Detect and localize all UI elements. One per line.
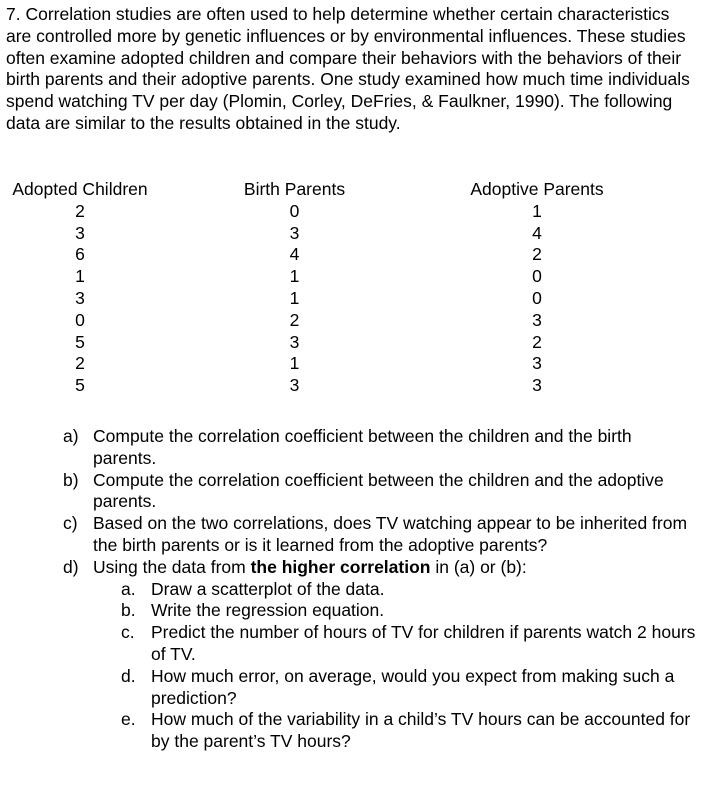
question-a <box>0 426 705 470</box>
subquestion-label: a. <box>121 578 136 599</box>
data-table <box>0 179 705 404</box>
column-adopted-children <box>6 179 154 397</box>
table-cell: 3 <box>289 331 300 352</box>
question-text-before: Using the data from <box>93 556 251 577</box>
question-label: d) <box>63 556 79 577</box>
column-header: Birth Parents <box>243 179 346 199</box>
table-cell: 3 <box>289 375 300 396</box>
subquestion-e <box>0 709 705 753</box>
table-cell: 3 <box>532 375 542 396</box>
table-cell: 2 <box>75 200 85 221</box>
question-c <box>0 513 705 557</box>
subquestion-text: Write the regression equation. <box>151 600 385 621</box>
question-list <box>0 426 705 753</box>
subquestion-a <box>0 579 705 601</box>
subquestion-label: b. <box>121 600 136 621</box>
table-cell: 5 <box>75 331 85 352</box>
table-cell: 4 <box>532 222 542 243</box>
table-cell: 5 <box>75 375 85 396</box>
table-cell: 4 <box>289 244 300 265</box>
table-cell: 1 <box>75 266 85 287</box>
table-cell: 0 <box>532 287 542 308</box>
subquestion-label: c. <box>121 622 135 643</box>
question-label: b) <box>63 469 79 490</box>
subquestion-b <box>0 600 705 622</box>
table-cell: 3 <box>75 222 85 243</box>
table-cell: 6 <box>75 244 85 265</box>
question-text: Based on the two correlations, does TV watching appear to be inherited from the birth parents or is it learned from the adoptive parents? <box>93 513 688 555</box>
question-text: Compute the correlation coefficient between the children and the birth parents. <box>93 426 632 468</box>
table-cell: 2 <box>532 244 542 265</box>
subquestion-text: How much error, on average, would you expect from making such a prediction? <box>151 665 675 708</box>
table-cell: 2 <box>289 309 300 330</box>
table-cell: 1 <box>532 200 542 221</box>
subquestion-text: Predict the number of hours of TV for children if parents watch 2 hours of TV. <box>151 622 696 664</box>
question-b <box>0 470 705 514</box>
table-cell: 0 <box>532 266 542 287</box>
table-cell: 1 <box>289 353 300 374</box>
table-cell: 3 <box>532 353 542 374</box>
question-label: a) <box>63 426 79 446</box>
subquestion-label: e. <box>121 709 136 730</box>
table-cell: 3 <box>532 309 542 330</box>
table-cell: 1 <box>289 287 300 308</box>
column-header: Adoptive Parents <box>470 179 604 199</box>
table-cell: 2 <box>75 353 85 374</box>
column-birth-parents <box>223 179 366 397</box>
table-cell: 0 <box>289 200 300 221</box>
question-label: c) <box>63 513 78 534</box>
question-text-after: in (a) or (b): <box>430 556 527 577</box>
table-cell: 3 <box>75 287 85 308</box>
subquestion-text: How much of the variability in a child’s TV hours can be accounted for by the parent’s TV hours? <box>151 709 691 752</box>
subquestion-c <box>0 622 705 666</box>
question-text: Compute the correlation coefficient between the children and the adoptive parents. <box>93 469 664 512</box>
column-header: Adopted Children <box>12 179 148 199</box>
column-adoptive-parents <box>466 179 608 397</box>
question-d <box>0 557 705 579</box>
subquestion-text: Draw a scatterplot of the data. <box>151 578 385 599</box>
question-text-bold: the higher correlation <box>250 556 431 577</box>
subquestion-d <box>0 666 705 710</box>
table-cell: 0 <box>75 309 85 330</box>
table-cell: 2 <box>532 331 542 352</box>
table-cell: 3 <box>289 222 300 243</box>
table-cell: 1 <box>289 266 300 287</box>
subquestion-label: d. <box>121 665 136 686</box>
problem-intro: 7. Correlation studies are often used to help determine whether certain characteristics are controlled more by genetic influences or by environmental influences. These studies often examine adopted children and compare their behaviors with the behaviors of their birth parents and their adoptive parents. One study examined how much time individuals spend watching TV per day (Plomin, Corley, DeFries, & Faulkner, 1990). The following data are similar to the results obtained in the study. <box>6 4 690 133</box>
